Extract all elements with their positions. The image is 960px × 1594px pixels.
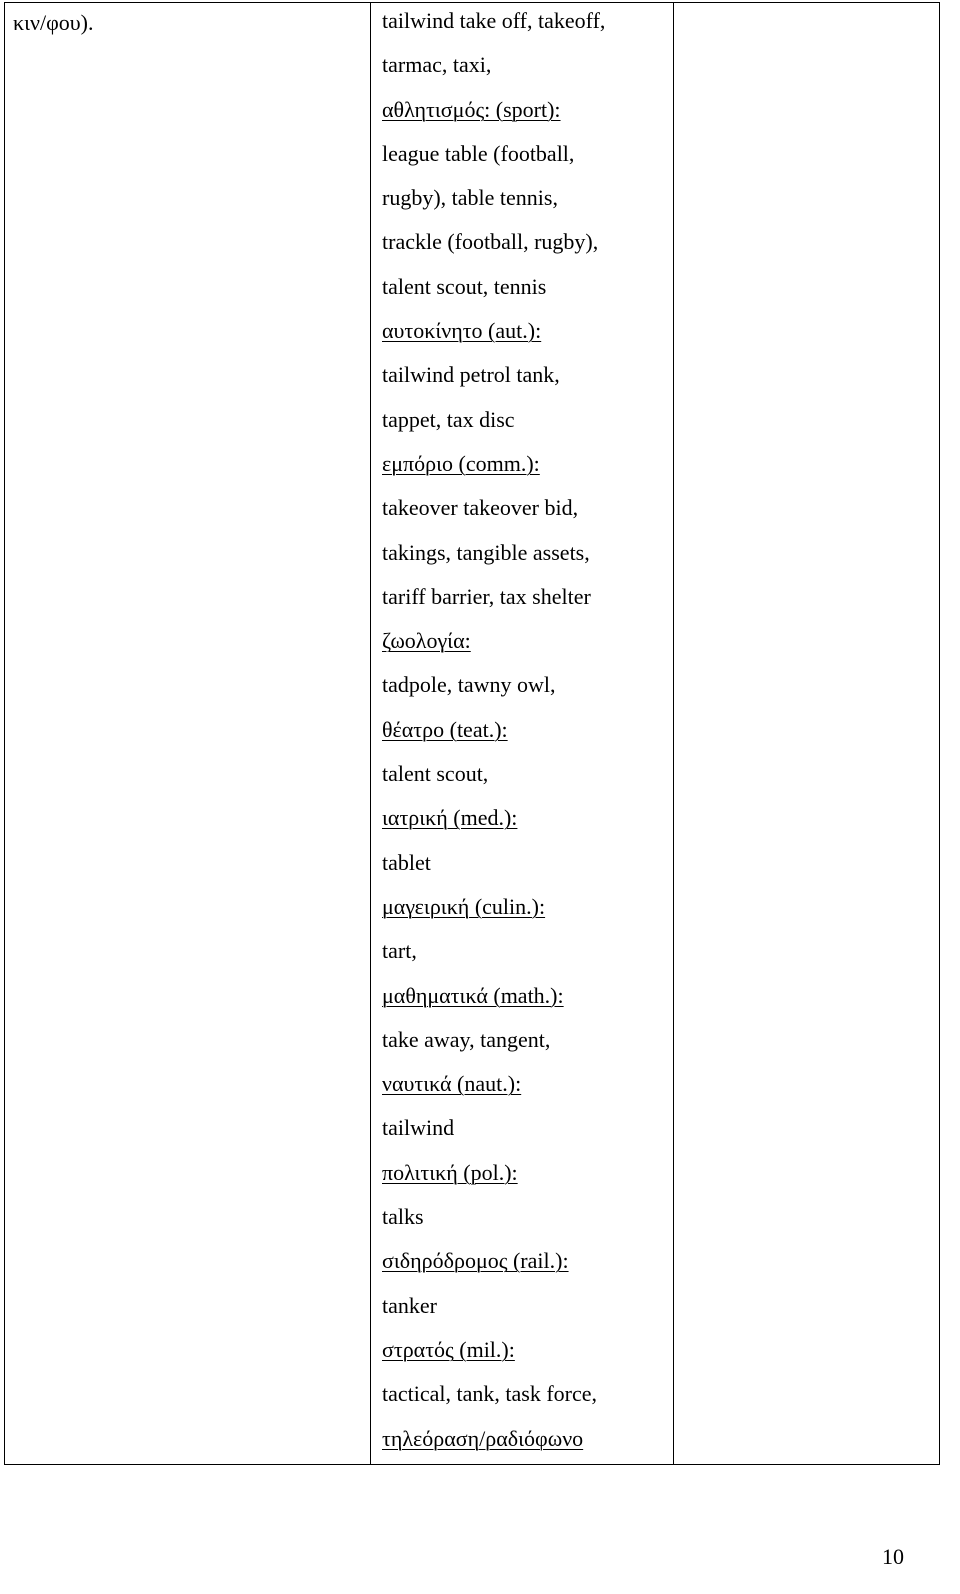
term-line: tailwind: [382, 1115, 455, 1141]
category-heading: σιδηρόδρομος (rail.):: [382, 1248, 569, 1274]
category-heading: ναυτικά (naut.):: [382, 1071, 522, 1097]
term-line: talks: [382, 1204, 424, 1230]
term-line: tariff barrier, tax shelter: [382, 583, 591, 609]
term-line: takings, tangible assets,: [382, 539, 590, 565]
category-heading: πολιτική (pol.):: [382, 1159, 518, 1185]
term-line: takeover takeover bid,: [382, 495, 579, 521]
category-heading: θέατρο (teat.):: [382, 716, 508, 742]
term-line: rugby), table tennis,: [382, 185, 558, 211]
term-line: trackle (football, rugby),: [382, 229, 599, 255]
term-line: tappet, tax disc: [382, 406, 515, 432]
term-line: tailwind petrol tank,: [382, 362, 560, 388]
term-line: tablet: [382, 849, 431, 875]
term-line: tart,: [382, 938, 417, 964]
category-heading: τηλεόραση/ραδιόφωνο: [382, 1425, 584, 1451]
term-line: tailwind take off, takeoff,: [382, 8, 606, 33]
term-line: take away, tangent,: [382, 1026, 551, 1052]
term-line: tadpole, tawny owl,: [382, 672, 556, 698]
category-heading: μαθηματικά (math.):: [382, 982, 564, 1008]
left-cell-text: κιν/φου).: [13, 10, 94, 35]
middle-cell-entries: [382, 4, 605, 1466]
category-heading: αυτοκίνητο (aut.):: [382, 318, 542, 344]
category-heading: ζωολογία:: [382, 628, 471, 654]
category-heading: στρατός (mil.):: [382, 1336, 515, 1362]
term-line: talent scout,: [382, 761, 489, 787]
category-heading: αθλητισμός: (sport):: [382, 96, 561, 122]
column-divider: [673, 3, 674, 1464]
category-heading: μαγειρική (culin.):: [382, 893, 546, 919]
category-heading: ιατρική (med.):: [382, 805, 518, 831]
term-line: talent scout, tennis: [382, 273, 547, 299]
term-line: tarmac, taxi,: [382, 52, 492, 78]
glossary-table: [4, 2, 940, 1465]
page-number: 10: [882, 1544, 904, 1569]
category-heading: εμπόριο (comm.):: [382, 450, 540, 476]
term-line: tanker: [382, 1292, 437, 1318]
term-line: tactical, tank, task force,: [382, 1381, 598, 1407]
column-divider: [370, 3, 371, 1464]
term-line: league table (football,: [382, 140, 575, 166]
